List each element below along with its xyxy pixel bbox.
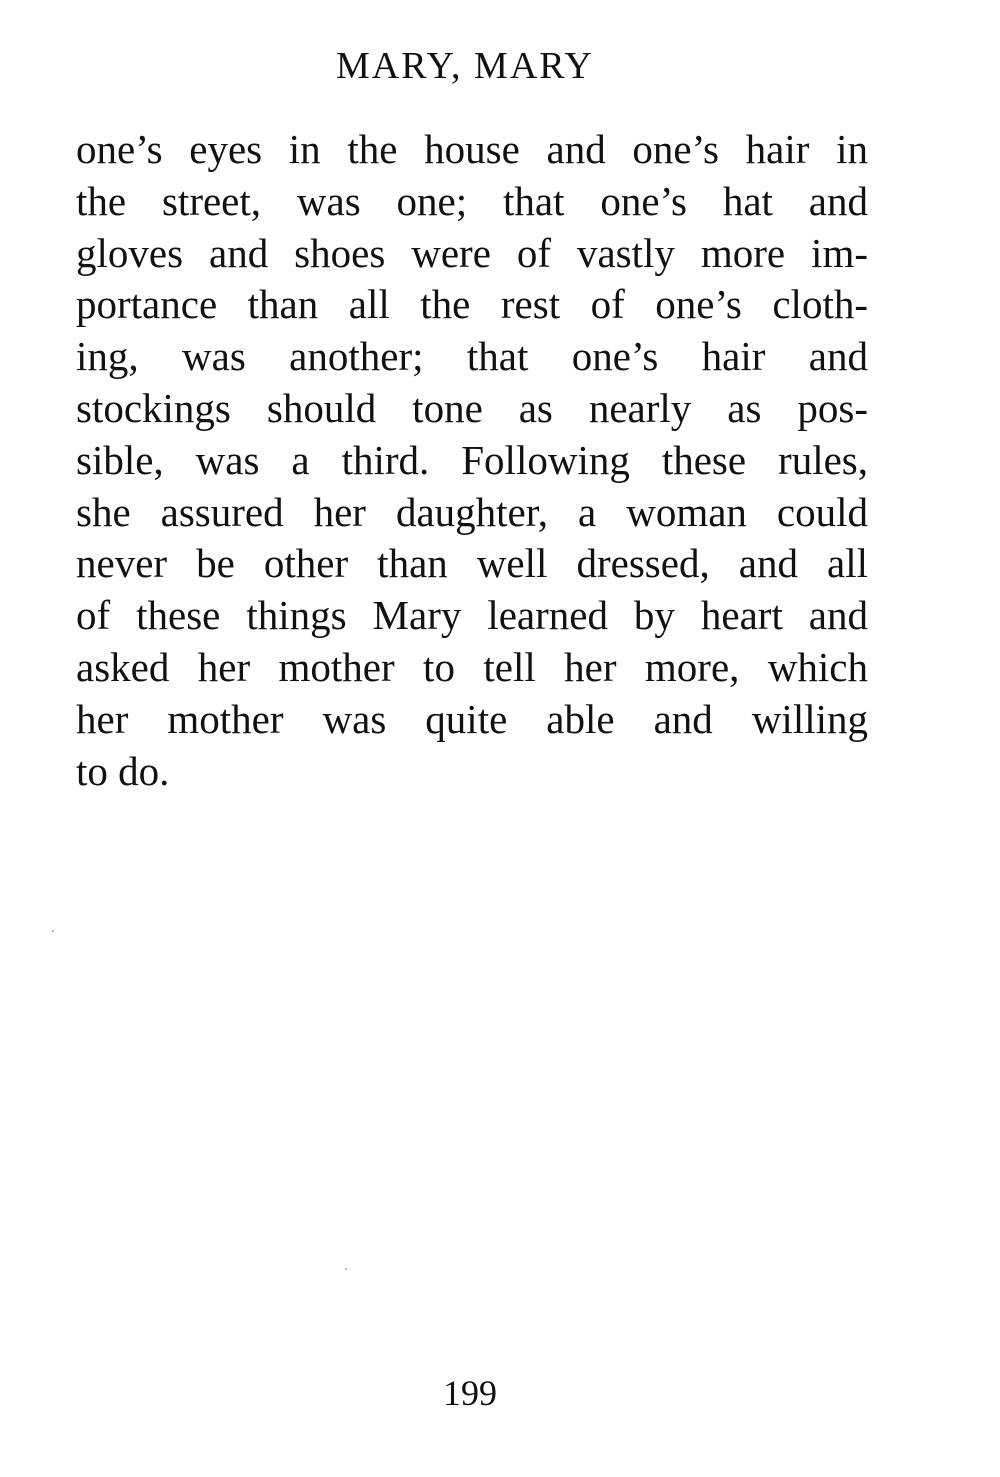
text-line: one’s eyes in the house and one’s hair in xyxy=(76,126,868,172)
text-line: she assured her daughter, a woman could xyxy=(76,488,868,535)
text-line: gloves and shoes were of vastly more im- xyxy=(76,229,868,276)
text-line: ing, was another; that one’s hair and xyxy=(76,333,868,380)
body-text xyxy=(76,124,868,797)
text-line: stockings should tone as nearly as pos- xyxy=(76,384,868,431)
text-line: portance than all the rest of one’s cloth- xyxy=(76,281,868,328)
text-line-last: to do. xyxy=(76,747,170,794)
text-line: asked her mother to tell her more, which xyxy=(76,643,868,690)
text-line: sible, was a third. Following these rules, xyxy=(76,436,868,483)
page-number: 199 xyxy=(443,1373,497,1413)
text-line: of these things Mary learned by heart and xyxy=(76,592,868,639)
paper-speck xyxy=(345,1268,347,1270)
text-line: the street, was one; that one’s hat and xyxy=(76,177,868,224)
text-line: never be other than well dressed, and all xyxy=(76,540,868,587)
running-head: MARY, MARY xyxy=(336,45,594,87)
paper-speck xyxy=(52,930,54,932)
text-line: her mother was quite able and willing xyxy=(76,695,868,742)
